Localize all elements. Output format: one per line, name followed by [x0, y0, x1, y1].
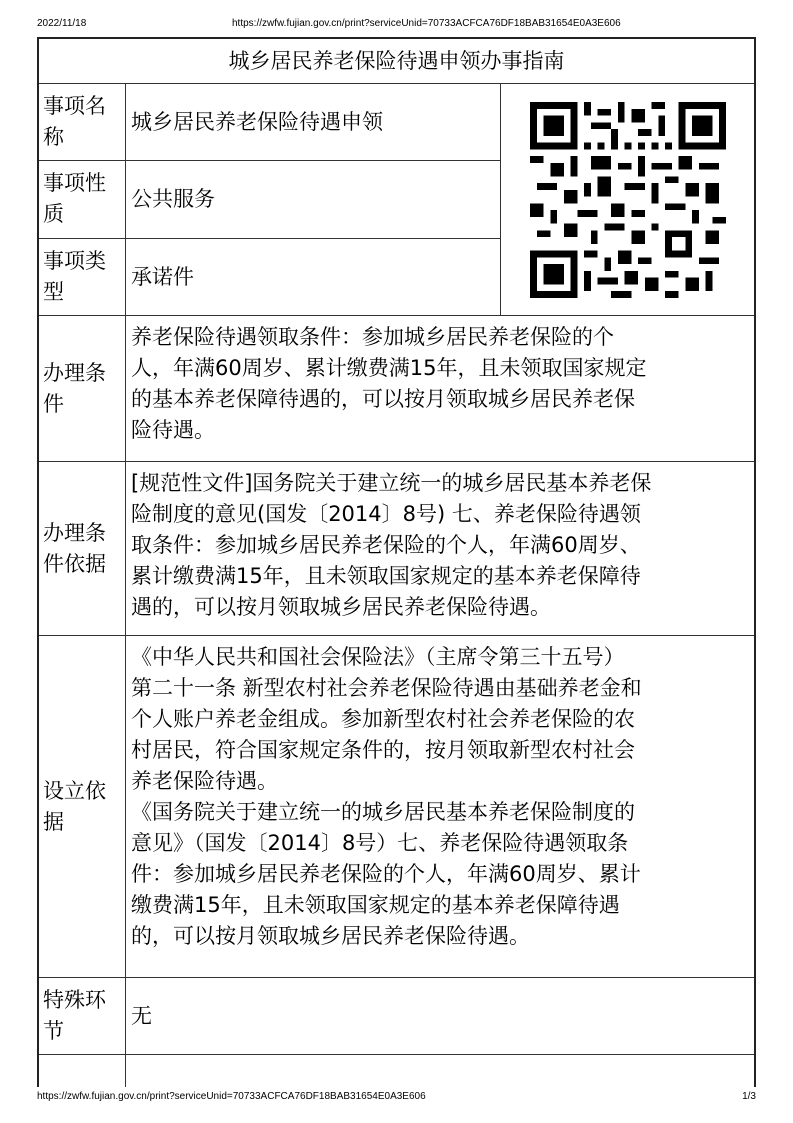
legal-basis-line: 养老保险待遇。 — [131, 769, 278, 793]
conditions-basis-value — [126, 462, 754, 635]
row-conditions — [39, 316, 754, 462]
legal-basis-label: 设立依据 — [39, 636, 126, 977]
legal-basis-line: 《中华人民共和国社会保险法》（主席令第三十五号） — [131, 645, 625, 669]
conditions-basis-label: 办理条件依据 — [39, 462, 126, 635]
conditions-label: 办理条件 — [39, 316, 126, 461]
row-continued — [39, 1055, 754, 1087]
row-item-name — [39, 84, 500, 161]
legal-basis-line: 意见》（国发〔2014〕8号）七、养老保险待遇领取条 — [131, 831, 629, 855]
conditions-value — [126, 316, 754, 461]
page-number: 1/3 — [742, 1091, 756, 1102]
continued-label — [39, 1055, 126, 1087]
summary-rows — [39, 84, 501, 315]
legal-basis-line: 个人账户养老金组成。参加新型农村社会养老保险的农 — [131, 707, 635, 731]
item-name-label: 事项名称 — [39, 84, 126, 160]
row-item-nature — [39, 161, 500, 239]
row-legal-basis — [39, 636, 754, 978]
conditions-line: 险待遇。 — [131, 418, 215, 442]
conditions-line: 人，年满60周岁、累计缴费满15年，且未领取国家规定 — [131, 356, 647, 380]
print-date: 2022/11/18 — [37, 18, 87, 29]
row-special — [39, 978, 754, 1055]
legal-basis-line: 第二十一条 新型农村社会养老保险待遇由基础养老金和 — [131, 676, 642, 700]
guide-table — [37, 37, 756, 1087]
special-value: 无 — [131, 1003, 152, 1028]
row-item-type — [39, 239, 500, 315]
print-footer-url: https://zwfw.fujian.gov.cn/print?serviceUnid=70733ACFCA76DF18BAB31654E0A3E606 — [37, 1091, 426, 1102]
legal-basis-line: 《国务院关于建立统一的城乡居民基本养老保险制度的 — [131, 800, 635, 824]
legal-basis-line: 缴费满15年，且未领取国家规定的基本养老保障待遇 — [131, 893, 620, 917]
legal-basis-line: 的，可以按月领取城乡居民养老保险待遇。 — [131, 924, 530, 948]
row-conditions-basis — [39, 462, 754, 636]
continued-value — [126, 1055, 754, 1087]
print-header-url: https://zwfw.fujian.gov.cn/print?serviceUnid=70733ACFCA76DF18BAB31654E0A3E606 — [232, 18, 621, 29]
legal-basis-line: 件：参加城乡居民养老保险的个人，年满60周岁、累计 — [131, 862, 641, 886]
conditions-basis-line: [规范性文件]国务院关于建立统一的城乡居民基本养老保 — [131, 471, 652, 495]
item-nature-label: 事项性质 — [39, 161, 126, 238]
item-name-value: 城乡居民养老保险待遇申领 — [131, 109, 383, 134]
qr-code-icon — [530, 102, 726, 298]
legal-basis-value — [126, 636, 754, 977]
conditions-basis-line: 累计缴费满15年，且未领取国家规定的基本养老保障待 — [131, 564, 641, 588]
item-type-value: 承诺件 — [131, 264, 194, 289]
qr-code-cell — [501, 84, 754, 315]
item-type-label: 事项类型 — [39, 239, 126, 315]
document-title: 城乡居民养老保险待遇申领办事指南 — [39, 39, 754, 84]
conditions-line: 养老保险待遇领取条件：参加城乡居民养老保险的个 — [131, 325, 614, 349]
special-label: 特殊环节 — [39, 978, 126, 1054]
conditions-basis-line: 险制度的意见(国发〔2014〕8号) 七、养老保险待遇领 — [131, 502, 641, 526]
item-nature-value: 公共服务 — [131, 187, 215, 211]
conditions-line: 的基本养老保障待遇的，可以按月领取城乡居民养老保 — [131, 387, 635, 411]
legal-basis-line: 村居民，符合国家规定条件的，按月领取新型农村社会 — [131, 738, 635, 762]
conditions-basis-line: 取条件：参加城乡居民养老保险的个人，年满60周岁、 — [131, 533, 641, 557]
conditions-basis-line: 遇的，可以按月领取城乡居民养老保险待遇。 — [131, 595, 551, 619]
summary-block — [39, 84, 754, 316]
